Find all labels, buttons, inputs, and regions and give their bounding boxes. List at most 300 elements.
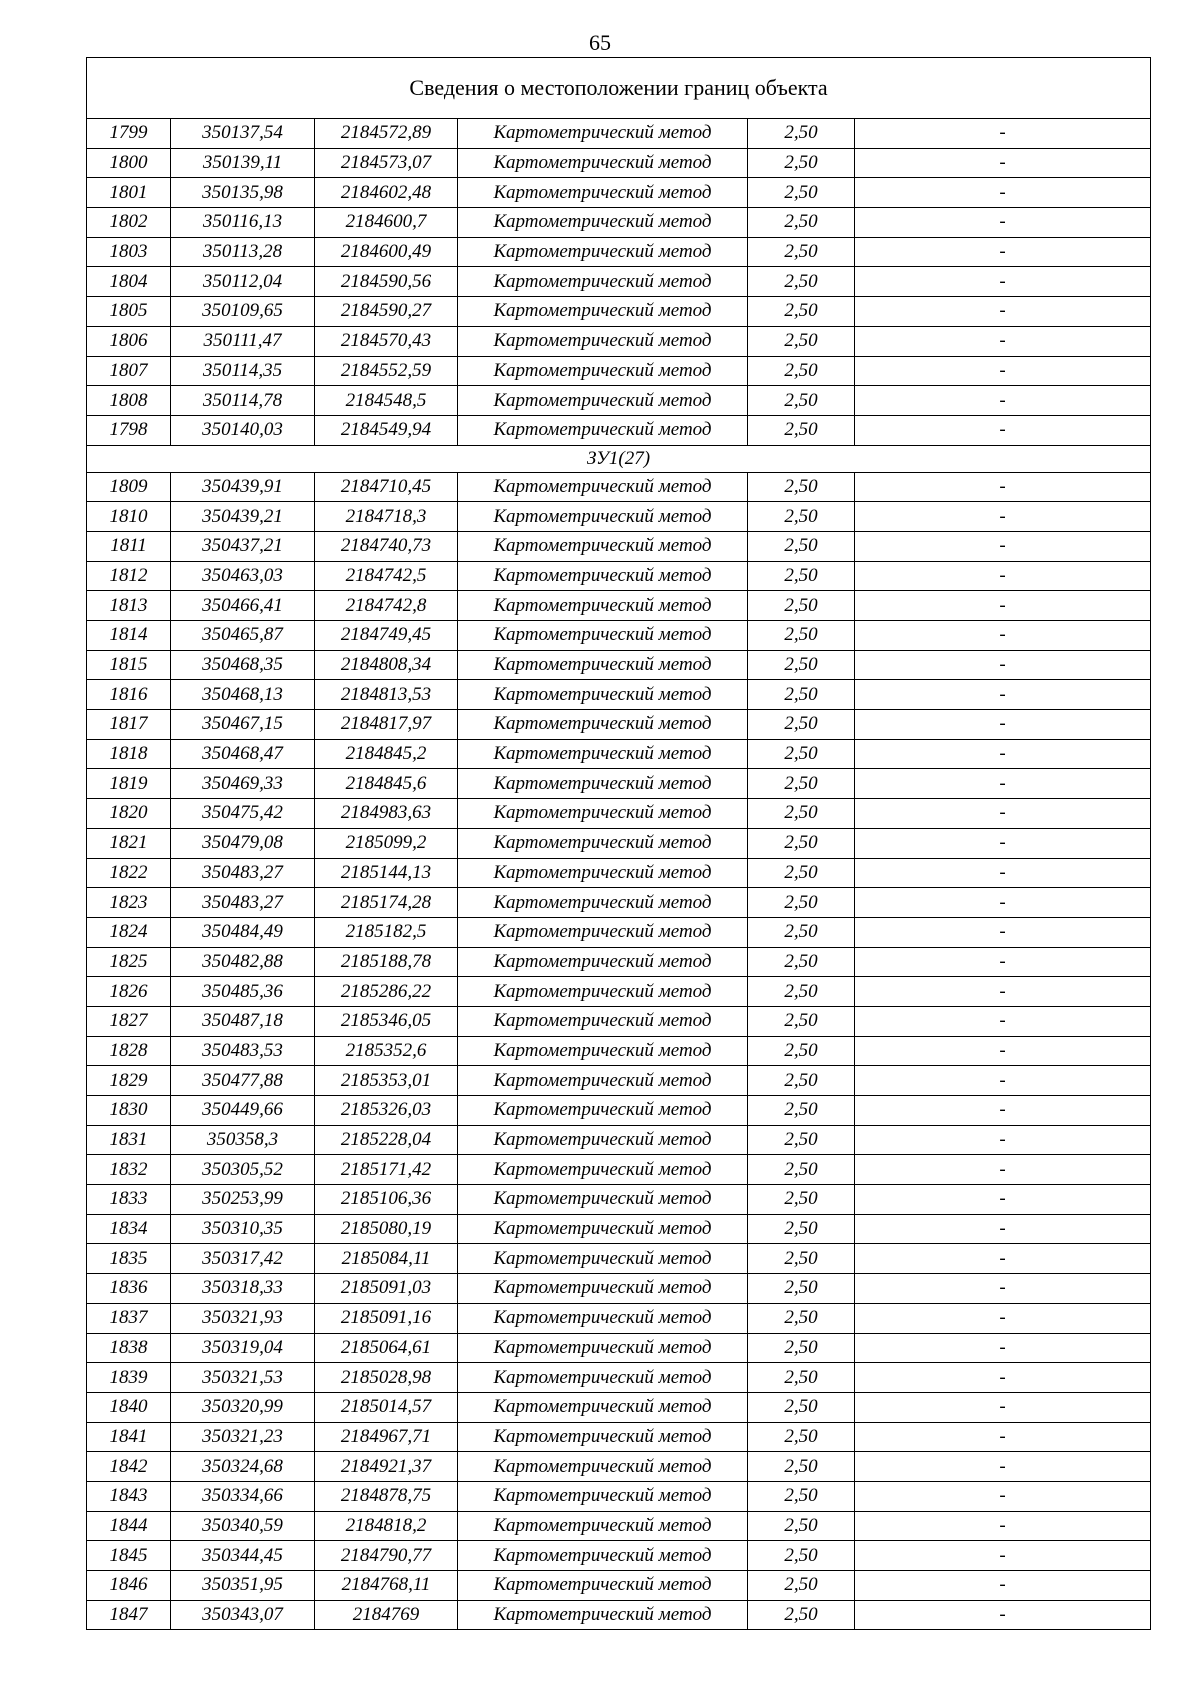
table-row	[87, 561, 1151, 591]
description-cell: -	[855, 119, 1151, 149]
method-cell: Картометрический метод	[458, 1511, 748, 1541]
method-cell: Картометрический метод	[458, 561, 748, 591]
x-coordinate-cell: 350324,68	[171, 1452, 315, 1482]
method-cell: Картометрический метод	[458, 1571, 748, 1601]
y-coordinate-cell: 2185228,04	[315, 1125, 458, 1155]
method-cell: Картометрический метод	[458, 502, 748, 532]
accuracy-cell: 2,50	[748, 1571, 855, 1601]
x-coordinate-cell: 350484,49	[171, 917, 315, 947]
accuracy-cell: 2,50	[748, 472, 855, 502]
description-cell: -	[855, 1511, 1151, 1541]
description-cell: -	[855, 1155, 1151, 1185]
accuracy-cell: 2,50	[748, 119, 855, 149]
point-number-cell: 1824	[87, 917, 171, 947]
x-coordinate-cell: 350483,27	[171, 888, 315, 918]
x-coordinate-cell: 350112,04	[171, 267, 315, 297]
table-row	[87, 531, 1151, 561]
point-number-cell: 1816	[87, 680, 171, 710]
description-cell: -	[855, 769, 1151, 799]
y-coordinate-cell: 2184845,6	[315, 769, 458, 799]
description-cell: -	[855, 739, 1151, 769]
accuracy-cell: 2,50	[748, 1066, 855, 1096]
method-cell: Картометрический метод	[458, 1244, 748, 1274]
x-coordinate-cell: 350466,41	[171, 591, 315, 621]
description-cell: -	[855, 1096, 1151, 1126]
description-cell: -	[855, 1363, 1151, 1393]
boundary-coordinates-table	[86, 57, 1151, 1630]
x-coordinate-cell: 350135,98	[171, 178, 315, 208]
description-cell: -	[855, 1125, 1151, 1155]
method-cell: Картометрический метод	[458, 472, 748, 502]
method-cell: Картометрический метод	[458, 977, 748, 1007]
table-row	[87, 1214, 1151, 1244]
point-number-cell: 1821	[87, 828, 171, 858]
accuracy-cell: 2,50	[748, 888, 855, 918]
point-number-cell: 1840	[87, 1392, 171, 1422]
x-coordinate-cell: 350114,35	[171, 356, 315, 386]
table-row	[87, 237, 1151, 267]
table-row	[87, 415, 1151, 445]
x-coordinate-cell: 350468,47	[171, 739, 315, 769]
description-cell: -	[855, 888, 1151, 918]
y-coordinate-cell: 2184602,48	[315, 178, 458, 208]
method-cell: Картометрический метод	[458, 531, 748, 561]
y-coordinate-cell: 2184740,73	[315, 531, 458, 561]
method-cell: Картометрический метод	[458, 1185, 748, 1215]
x-coordinate-cell: 350139,11	[171, 148, 315, 178]
method-cell: Картометрический метод	[458, 1155, 748, 1185]
section-header-row	[87, 445, 1151, 472]
description-cell: -	[855, 1274, 1151, 1304]
x-coordinate-cell: 350449,66	[171, 1096, 315, 1126]
table-row	[87, 1422, 1151, 1452]
table-row	[87, 1125, 1151, 1155]
point-number-cell: 1800	[87, 148, 171, 178]
table-row	[87, 769, 1151, 799]
y-coordinate-cell: 2184813,53	[315, 680, 458, 710]
table-row	[87, 119, 1151, 149]
x-coordinate-cell: 350318,33	[171, 1274, 315, 1304]
method-cell: Картометрический метод	[458, 1125, 748, 1155]
x-coordinate-cell: 350317,42	[171, 1244, 315, 1274]
y-coordinate-cell: 2184600,7	[315, 208, 458, 238]
description-cell: -	[855, 1452, 1151, 1482]
y-coordinate-cell: 2185286,22	[315, 977, 458, 1007]
x-coordinate-cell: 350321,53	[171, 1363, 315, 1393]
table-row	[87, 1333, 1151, 1363]
method-cell: Картометрический метод	[458, 1036, 748, 1066]
y-coordinate-cell: 2185080,19	[315, 1214, 458, 1244]
y-coordinate-cell: 2184742,5	[315, 561, 458, 591]
point-number-cell: 1822	[87, 858, 171, 888]
description-cell: -	[855, 1185, 1151, 1215]
method-cell: Картометрический метод	[458, 1303, 748, 1333]
description-cell: -	[855, 1571, 1151, 1601]
y-coordinate-cell: 2185326,03	[315, 1096, 458, 1126]
x-coordinate-cell: 350351,95	[171, 1571, 315, 1601]
method-cell: Картометрический метод	[458, 237, 748, 267]
point-number-cell: 1829	[87, 1066, 171, 1096]
method-cell: Картометрический метод	[458, 680, 748, 710]
point-number-cell: 1805	[87, 297, 171, 327]
method-cell: Картометрический метод	[458, 178, 748, 208]
method-cell: Картометрический метод	[458, 208, 748, 238]
point-number-cell: 1832	[87, 1155, 171, 1185]
x-coordinate-cell: 350137,54	[171, 119, 315, 149]
point-number-cell: 1833	[87, 1185, 171, 1215]
point-number-cell: 1819	[87, 769, 171, 799]
x-coordinate-cell: 350487,18	[171, 1006, 315, 1036]
x-coordinate-cell: 350465,87	[171, 621, 315, 651]
method-cell: Картометрический метод	[458, 947, 748, 977]
table-row	[87, 650, 1151, 680]
point-number-cell: 1846	[87, 1571, 171, 1601]
accuracy-cell: 2,50	[748, 1214, 855, 1244]
table-row	[87, 888, 1151, 918]
point-number-cell: 1809	[87, 472, 171, 502]
accuracy-cell: 2,50	[748, 799, 855, 829]
method-cell: Картометрический метод	[458, 267, 748, 297]
accuracy-cell: 2,50	[748, 591, 855, 621]
x-coordinate-cell: 350109,65	[171, 297, 315, 327]
x-coordinate-cell: 350320,99	[171, 1392, 315, 1422]
point-number-cell: 1806	[87, 326, 171, 356]
table-row	[87, 148, 1151, 178]
point-number-cell: 1803	[87, 237, 171, 267]
y-coordinate-cell: 2185091,03	[315, 1274, 458, 1304]
accuracy-cell: 2,50	[748, 947, 855, 977]
description-cell: -	[855, 799, 1151, 829]
x-coordinate-cell: 350140,03	[171, 415, 315, 445]
y-coordinate-cell: 2185144,13	[315, 858, 458, 888]
table-row	[87, 326, 1151, 356]
y-coordinate-cell: 2184552,59	[315, 356, 458, 386]
x-coordinate-cell: 350114,78	[171, 386, 315, 416]
table-row	[87, 977, 1151, 1007]
section-label: ЗУ1(27)	[87, 445, 1151, 472]
x-coordinate-cell: 350485,36	[171, 977, 315, 1007]
table-row	[87, 828, 1151, 858]
accuracy-cell: 2,50	[748, 561, 855, 591]
x-coordinate-cell: 350439,21	[171, 502, 315, 532]
point-number-cell: 1841	[87, 1422, 171, 1452]
description-cell: -	[855, 561, 1151, 591]
description-cell: -	[855, 621, 1151, 651]
x-coordinate-cell: 350116,13	[171, 208, 315, 238]
description-cell: -	[855, 297, 1151, 327]
method-cell: Картометрический метод	[458, 386, 748, 416]
method-cell: Картометрический метод	[458, 1541, 748, 1571]
x-coordinate-cell: 350334,66	[171, 1481, 315, 1511]
description-cell: -	[855, 472, 1151, 502]
method-cell: Картометрический метод	[458, 739, 748, 769]
y-coordinate-cell: 2184818,2	[315, 1511, 458, 1541]
x-coordinate-cell: 350305,52	[171, 1155, 315, 1185]
table-row	[87, 178, 1151, 208]
point-number-cell: 1835	[87, 1244, 171, 1274]
description-cell: -	[855, 1066, 1151, 1096]
method-cell: Картометрический метод	[458, 1392, 748, 1422]
description-cell: -	[855, 828, 1151, 858]
description-cell: -	[855, 267, 1151, 297]
y-coordinate-cell: 2184808,34	[315, 650, 458, 680]
table-row	[87, 1006, 1151, 1036]
description-cell: -	[855, 858, 1151, 888]
description-cell: -	[855, 148, 1151, 178]
accuracy-cell: 2,50	[748, 1006, 855, 1036]
method-cell: Картометрический метод	[458, 710, 748, 740]
point-number-cell: 1843	[87, 1481, 171, 1511]
table-title: Сведения о местоположении границ объекта	[87, 58, 1151, 119]
accuracy-cell: 2,50	[748, 1511, 855, 1541]
table-row	[87, 1392, 1151, 1422]
description-cell: -	[855, 947, 1151, 977]
method-cell: Картометрический метод	[458, 356, 748, 386]
table-row	[87, 1541, 1151, 1571]
description-cell: -	[855, 1303, 1151, 1333]
table-row	[87, 1363, 1151, 1393]
x-coordinate-cell: 350358,3	[171, 1125, 315, 1155]
x-coordinate-cell: 350479,08	[171, 828, 315, 858]
table-row	[87, 1452, 1151, 1482]
point-number-cell: 1839	[87, 1363, 171, 1393]
y-coordinate-cell: 2185188,78	[315, 947, 458, 977]
y-coordinate-cell: 2184549,94	[315, 415, 458, 445]
accuracy-cell: 2,50	[748, 650, 855, 680]
description-cell: -	[855, 1600, 1151, 1630]
accuracy-cell: 2,50	[748, 1036, 855, 1066]
page-number: 65	[589, 30, 611, 55]
x-coordinate-cell: 350468,35	[171, 650, 315, 680]
table-row	[87, 1600, 1151, 1630]
y-coordinate-cell: 2184878,75	[315, 1481, 458, 1511]
point-number-cell: 1830	[87, 1096, 171, 1126]
accuracy-cell: 2,50	[748, 769, 855, 799]
table-row	[87, 1274, 1151, 1304]
table-title-row	[87, 58, 1151, 119]
description-cell: -	[855, 502, 1151, 532]
method-cell: Картометрический метод	[458, 888, 748, 918]
description-cell: -	[855, 237, 1151, 267]
accuracy-cell: 2,50	[748, 1333, 855, 1363]
table-row	[87, 1244, 1151, 1274]
table-row	[87, 1571, 1151, 1601]
y-coordinate-cell: 2185182,5	[315, 917, 458, 947]
point-number-cell: 1815	[87, 650, 171, 680]
accuracy-cell: 2,50	[748, 237, 855, 267]
point-number-cell: 1817	[87, 710, 171, 740]
y-coordinate-cell: 2184768,11	[315, 1571, 458, 1601]
table-row	[87, 739, 1151, 769]
y-coordinate-cell: 2185171,42	[315, 1155, 458, 1185]
x-coordinate-cell: 350321,23	[171, 1422, 315, 1452]
y-coordinate-cell: 2184967,71	[315, 1422, 458, 1452]
point-number-cell: 1801	[87, 178, 171, 208]
table-row	[87, 502, 1151, 532]
x-coordinate-cell: 350437,21	[171, 531, 315, 561]
description-cell: -	[855, 1006, 1151, 1036]
description-cell: -	[855, 415, 1151, 445]
description-cell: -	[855, 917, 1151, 947]
x-coordinate-cell: 350483,27	[171, 858, 315, 888]
description-cell: -	[855, 1036, 1151, 1066]
y-coordinate-cell: 2184769	[315, 1600, 458, 1630]
accuracy-cell: 2,50	[748, 502, 855, 532]
method-cell: Картометрический метод	[458, 917, 748, 947]
method-cell: Картометрический метод	[458, 650, 748, 680]
description-cell: -	[855, 1422, 1151, 1452]
y-coordinate-cell: 2184600,49	[315, 237, 458, 267]
point-number-cell: 1804	[87, 267, 171, 297]
x-coordinate-cell: 350344,45	[171, 1541, 315, 1571]
y-coordinate-cell: 2184718,3	[315, 502, 458, 532]
x-coordinate-cell: 350253,99	[171, 1185, 315, 1215]
accuracy-cell: 2,50	[748, 739, 855, 769]
method-cell: Картометрический метод	[458, 148, 748, 178]
point-number-cell: 1811	[87, 531, 171, 561]
accuracy-cell: 2,50	[748, 1244, 855, 1274]
table-row	[87, 1096, 1151, 1126]
description-cell: -	[855, 531, 1151, 561]
accuracy-cell: 2,50	[748, 1452, 855, 1482]
accuracy-cell: 2,50	[748, 1096, 855, 1126]
table-row	[87, 472, 1151, 502]
accuracy-cell: 2,50	[748, 1422, 855, 1452]
y-coordinate-cell: 2184573,07	[315, 148, 458, 178]
table-row	[87, 1511, 1151, 1541]
method-cell: Картометрический метод	[458, 1363, 748, 1393]
y-coordinate-cell: 2185014,57	[315, 1392, 458, 1422]
accuracy-cell: 2,50	[748, 386, 855, 416]
table-row	[87, 947, 1151, 977]
description-cell: -	[855, 1214, 1151, 1244]
point-number-cell: 1834	[87, 1214, 171, 1244]
description-cell: -	[855, 650, 1151, 680]
x-coordinate-cell: 350111,47	[171, 326, 315, 356]
accuracy-cell: 2,50	[748, 148, 855, 178]
description-cell: -	[855, 326, 1151, 356]
table-row	[87, 356, 1151, 386]
accuracy-cell: 2,50	[748, 858, 855, 888]
table-body	[87, 58, 1151, 1630]
method-cell: Картометрический метод	[458, 119, 748, 149]
point-number-cell: 1845	[87, 1541, 171, 1571]
method-cell: Картометрический метод	[458, 297, 748, 327]
x-coordinate-cell: 350321,93	[171, 1303, 315, 1333]
y-coordinate-cell: 2185174,28	[315, 888, 458, 918]
y-coordinate-cell: 2184983,63	[315, 799, 458, 829]
x-coordinate-cell: 350463,03	[171, 561, 315, 591]
method-cell: Картометрический метод	[458, 1274, 748, 1304]
point-number-cell: 1808	[87, 386, 171, 416]
method-cell: Картометрический метод	[458, 1452, 748, 1482]
method-cell: Картометрический метод	[458, 769, 748, 799]
method-cell: Картометрический метод	[458, 621, 748, 651]
accuracy-cell: 2,50	[748, 1155, 855, 1185]
table-row	[87, 1066, 1151, 1096]
x-coordinate-cell: 350343,07	[171, 1600, 315, 1630]
accuracy-cell: 2,50	[748, 710, 855, 740]
x-coordinate-cell: 350467,15	[171, 710, 315, 740]
table-row	[87, 1155, 1151, 1185]
description-cell: -	[855, 1333, 1151, 1363]
y-coordinate-cell: 2185028,98	[315, 1363, 458, 1393]
x-coordinate-cell: 350468,13	[171, 680, 315, 710]
point-number-cell: 1847	[87, 1600, 171, 1630]
accuracy-cell: 2,50	[748, 208, 855, 238]
y-coordinate-cell: 2184548,5	[315, 386, 458, 416]
method-cell: Картометрический метод	[458, 1214, 748, 1244]
point-number-cell: 1844	[87, 1511, 171, 1541]
point-number-cell: 1813	[87, 591, 171, 621]
accuracy-cell: 2,50	[748, 828, 855, 858]
method-cell: Картометрический метод	[458, 1481, 748, 1511]
accuracy-cell: 2,50	[748, 977, 855, 1007]
point-number-cell: 1807	[87, 356, 171, 386]
accuracy-cell: 2,50	[748, 917, 855, 947]
y-coordinate-cell: 2184845,2	[315, 739, 458, 769]
accuracy-cell: 2,50	[748, 1303, 855, 1333]
point-number-cell: 1814	[87, 621, 171, 651]
accuracy-cell: 2,50	[748, 1392, 855, 1422]
x-coordinate-cell: 350310,35	[171, 1214, 315, 1244]
y-coordinate-cell: 2184742,8	[315, 591, 458, 621]
accuracy-cell: 2,50	[748, 267, 855, 297]
table-row	[87, 386, 1151, 416]
point-number-cell: 1810	[87, 502, 171, 532]
table-row	[87, 858, 1151, 888]
accuracy-cell: 2,50	[748, 680, 855, 710]
point-number-cell: 1837	[87, 1303, 171, 1333]
y-coordinate-cell: 2185353,01	[315, 1066, 458, 1096]
table-row	[87, 799, 1151, 829]
y-coordinate-cell: 2185099,2	[315, 828, 458, 858]
description-cell: -	[855, 356, 1151, 386]
table-row	[87, 297, 1151, 327]
method-cell: Картометрический метод	[458, 799, 748, 829]
point-number-cell: 1812	[87, 561, 171, 591]
accuracy-cell: 2,50	[748, 1600, 855, 1630]
method-cell: Картометрический метод	[458, 1333, 748, 1363]
accuracy-cell: 2,50	[748, 1363, 855, 1393]
y-coordinate-cell: 2185106,36	[315, 1185, 458, 1215]
point-number-cell: 1799	[87, 119, 171, 149]
accuracy-cell: 2,50	[748, 326, 855, 356]
description-cell: -	[855, 178, 1151, 208]
x-coordinate-cell: 350319,04	[171, 1333, 315, 1363]
y-coordinate-cell: 2184572,89	[315, 119, 458, 149]
description-cell: -	[855, 386, 1151, 416]
y-coordinate-cell: 2185064,61	[315, 1333, 458, 1363]
y-coordinate-cell: 2184749,45	[315, 621, 458, 651]
table-row	[87, 208, 1151, 238]
y-coordinate-cell: 2184790,77	[315, 1541, 458, 1571]
method-cell: Картометрический метод	[458, 591, 748, 621]
x-coordinate-cell: 350483,53	[171, 1036, 315, 1066]
point-number-cell: 1825	[87, 947, 171, 977]
accuracy-cell: 2,50	[748, 1541, 855, 1571]
point-number-cell: 1818	[87, 739, 171, 769]
point-number-cell: 1827	[87, 1006, 171, 1036]
description-cell: -	[855, 710, 1151, 740]
accuracy-cell: 2,50	[748, 1125, 855, 1155]
point-number-cell: 1828	[87, 1036, 171, 1066]
point-number-cell: 1820	[87, 799, 171, 829]
table-row	[87, 917, 1151, 947]
point-number-cell: 1842	[87, 1452, 171, 1482]
point-number-cell: 1838	[87, 1333, 171, 1363]
description-cell: -	[855, 680, 1151, 710]
